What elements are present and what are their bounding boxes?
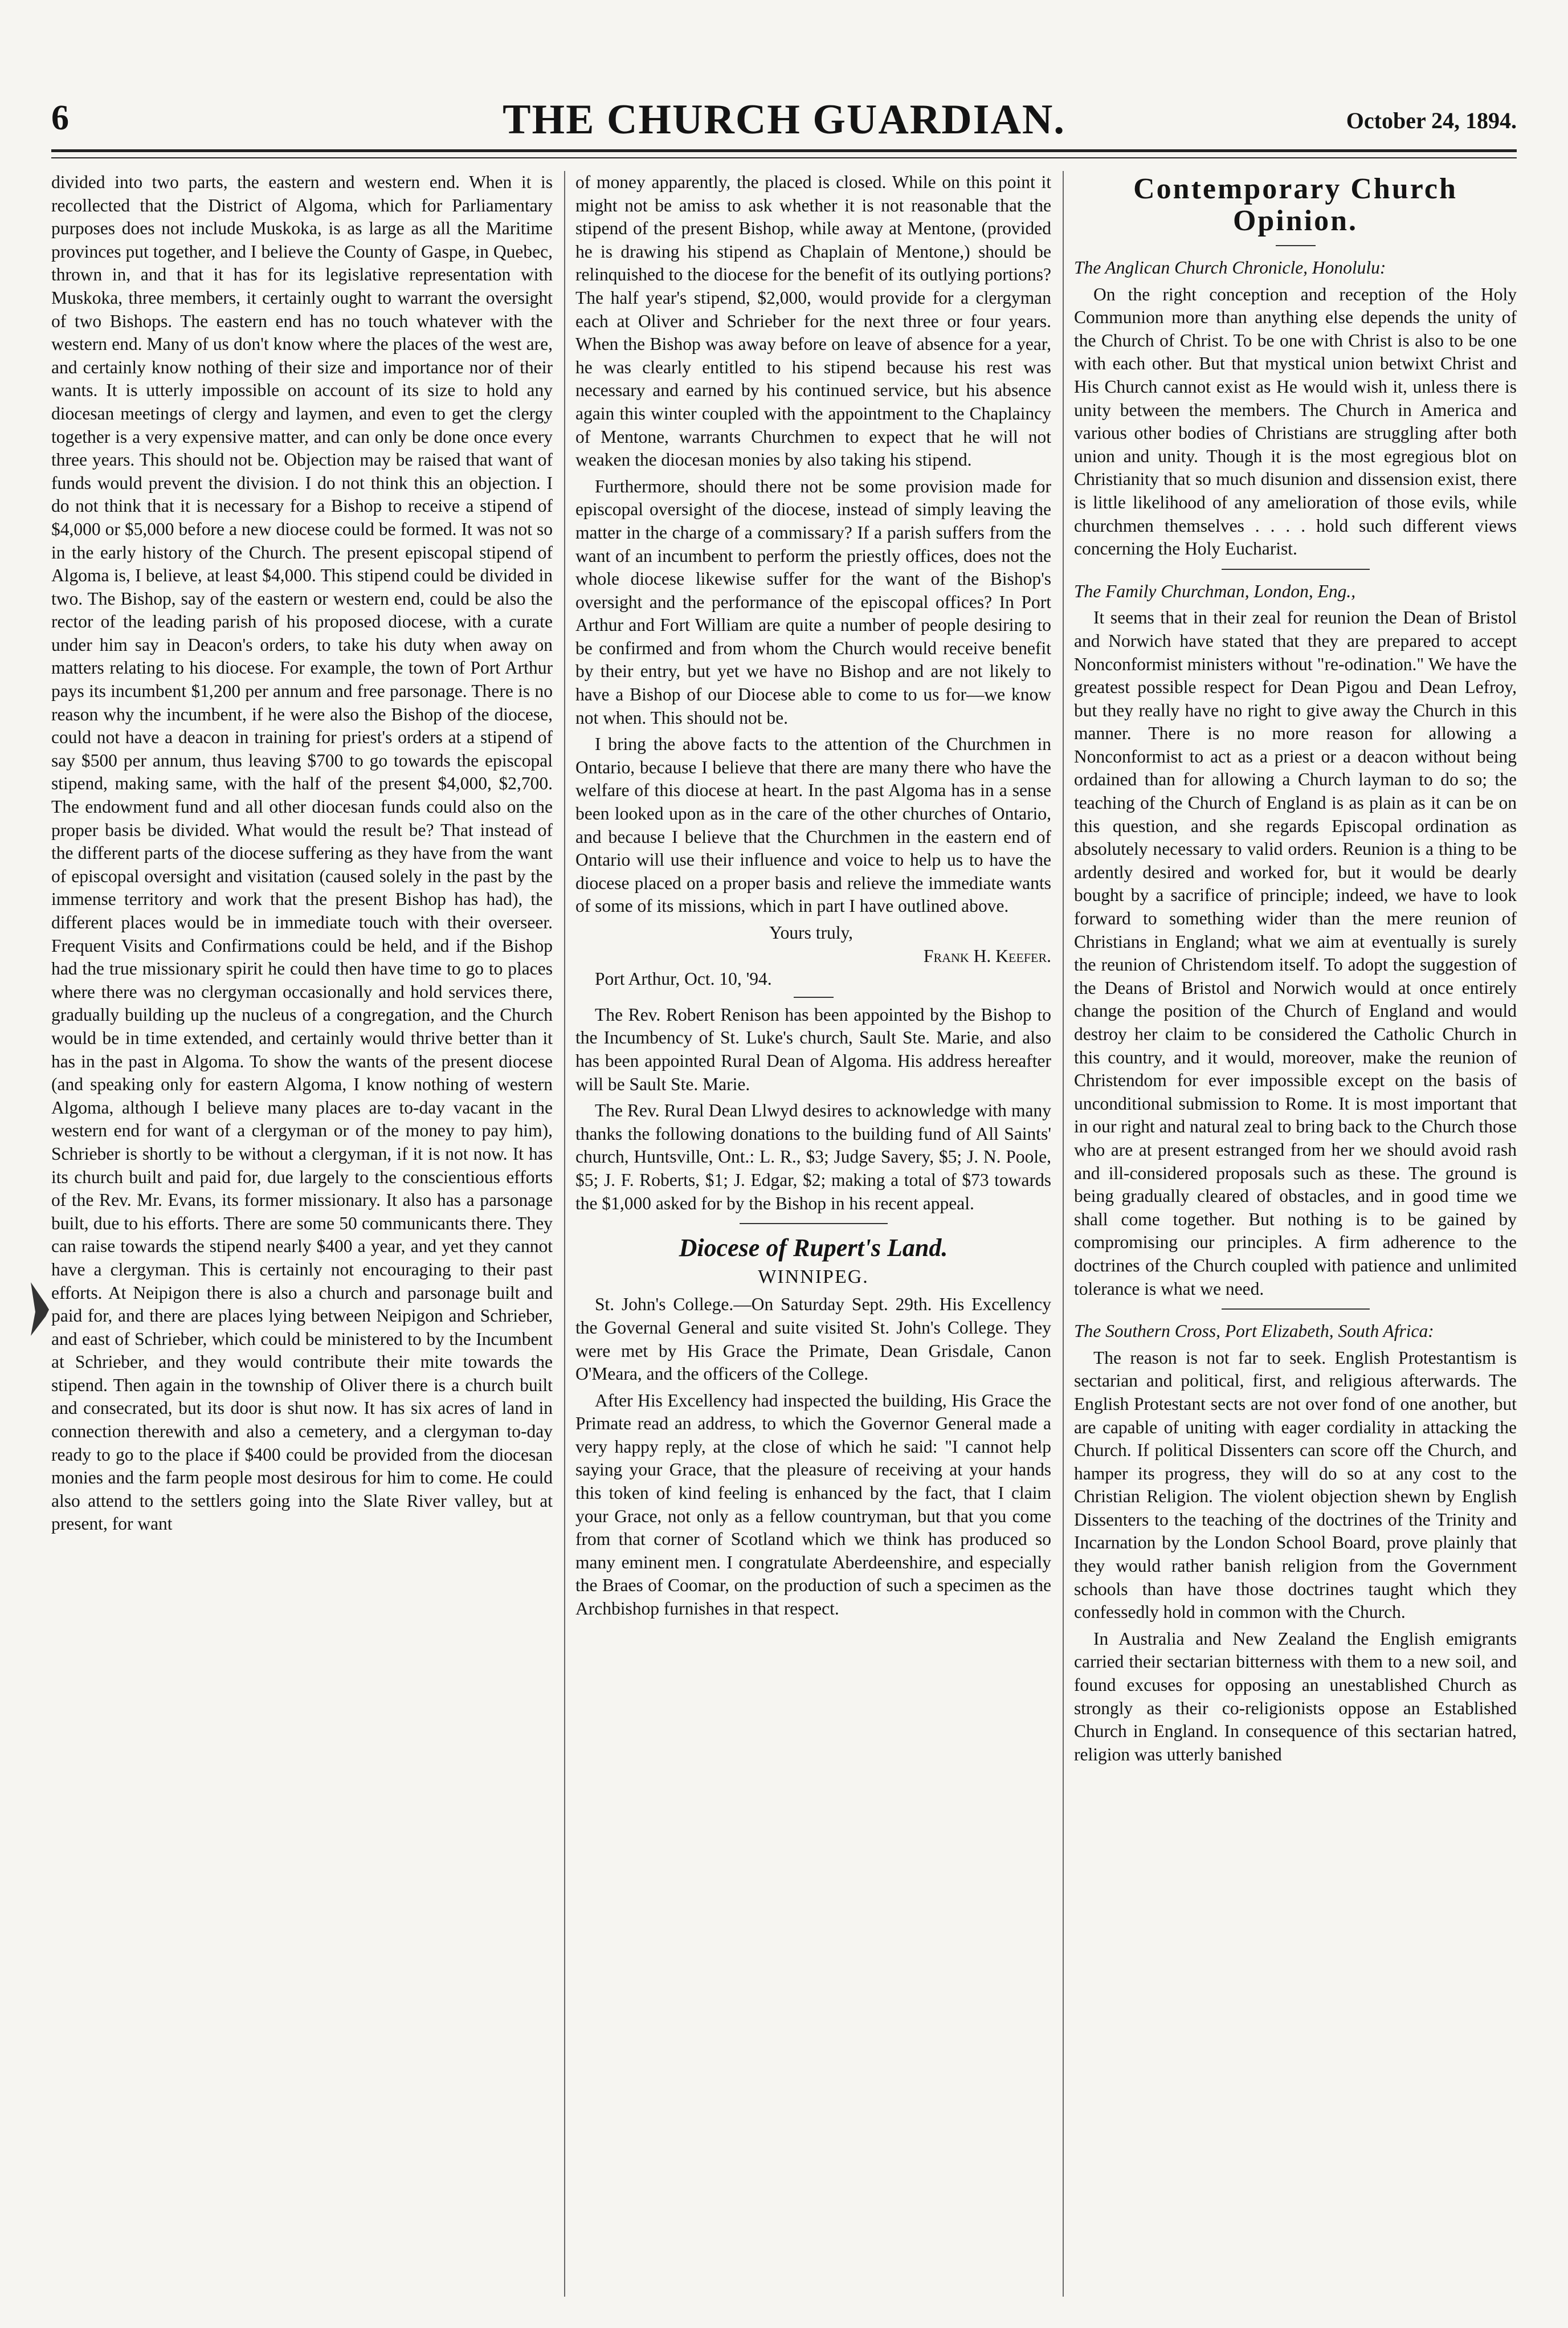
column-1: [51, 171, 553, 2297]
diocese-heading: Diocese of Rupert's Land.: [679, 1234, 948, 1262]
issue-date: October 24, 1894.: [1346, 108, 1517, 133]
column-3: [1074, 171, 1517, 2297]
divider: [1222, 1308, 1370, 1310]
news-item: St. John's College.—On Saturday Sept. 29th. His Excellency the Governal General and suite visited St. John's College. They were met by His Grace the Primate, Dean Grisdale, Canon O'Meara, and the officers of the College.: [575, 1294, 1051, 1384]
masthead: [51, 96, 1517, 147]
divider: [1276, 245, 1316, 246]
masthead-rule-thin: [51, 157, 1517, 158]
pointing-hand-icon: [28, 1277, 51, 1339]
letter-signature: Frank H. Keefer.: [923, 945, 1051, 966]
divider: [1222, 569, 1370, 570]
page-number: 6: [51, 99, 69, 137]
news-item: The Rev. Rural Dean Llwyd desires to acknowledge with many thanks the following donations to the building fund of All Saints' church, Huntsville, Ont.: L. R., $3; Judge Savery, $5; J. N. Poole, $5; J. F. Roberts, $1; J. Edgar, $2; making a total of $73 towards the $1,000 asked for by the Bishop in his recent appeal.: [575, 1100, 1051, 1213]
news-item: The Rev. Robert Renison has been appointed by the Bishop to the Incumbency of St. Luke's church, Sault Ste. Marie, and also has been appointed Rural Dean of Algoma. His address hereafter will be Sault Ste. Marie.: [575, 1004, 1051, 1094]
source-attribution: The Anglican Church Chronicle, Honolulu:: [1074, 258, 1386, 278]
quoted-text: On the right conception and reception of the Holy Communion more than anything else depends the unity of the Church of Christ. To be one with Christ is also to be one with each other. But that mystical union betwixt Christ and His Church cannot exist as He would wish it, unless there is unity between the members. The Church in America and various other bodies of Christians are struggling after both union and unity. Though it is the most egregious blot on Christianity that so much disunion and dissension exist, there is little likelihood of any amelioration of those evils, while churchmen themselves . . . . hold such different views concerning the Holy Eucharist.: [1074, 284, 1517, 559]
source-attribution: The Southern Cross, Port Elizabeth, South Africa:: [1074, 1321, 1434, 1342]
column-2: [575, 171, 1051, 2297]
article-text: I bring the above facts to the attention of the Churchmen in Ontario, because I believe that there are many there who have the welfare of this diocese at heart. In the past Algoma has in a sense been looked upon as in the care of the other churches of Ontario, and because I believe that the Churchmen in the eastern end of Ontario will use their influence and voice to help us to have the diocese placed on a proper basis and relieve the immediate wants of some of its missions, which in part I have outlined above.: [575, 734, 1051, 916]
news-item: After His Excellency had inspected the building, His Grace the Primate read an address, to which the Governor General made a very happy reply, at the close of which he said: "I cannot help saying your Grace, that the pleasure of receiving at your hands this token of kind feeling is enhanced by the fact, that I claim your Grace, not only as a fellow countryman, but that you come from that corner of Scotland which we think has produced so many eminent men. I congratulate Aberdeenshire, and especially the Braes of Coomar, on the production of such a specimen as the Archbishop furnishes in that respect.: [575, 1390, 1051, 1619]
column-divider: [564, 171, 565, 2297]
divider: [740, 1223, 888, 1224]
article-text: divided into two parts, the eastern and western end. When it is recollected that the District of Algoma, which for Parliamentary purposes does not include Muskoka, is as large as all the Maritime provinces put together, and I believe the County of Gaspe, in Quebec, thrown in, and that it has for its legislative representation with Muskoka, three members, it certainly ought to warrant the oversight of two Bishops. The eastern end has no touch whatever with the western end. Many of us don't know where the places of the west are, and certainly know nothing of their size and importance nor of their wants. It is utterly impossible on account of its size to hold any diocesan meetings of clergy and laymen, and even to get the clergy together is a very expensive matter, and can only be done once every three years. This should not be. Objection may be raised that want of funds would prevent the division. I do not think this an objection. I do not think that it is necessary for a Bishop to receive a stipend of $4,000 or $5,000 before a new diocese could be formed. It was not so in the early history of the Church. The present episcopal stipend of Algoma is, I believe, at least $4,000. This stipend could be divided in two. The Bishop, say of the eastern or western end, could be also the rector of the leading parish of his proposed diocese, with a curate under him say in Deacon's orders, to take his duty when away on matters relating to his diocese. For example, the town of Port Arthur pays its incumbent $1,200 per annum and free parsonage. There is no reason why the incumbent, if he were also the Bishop of the diocese, could not have a deacon in training for priest's orders at a stipend of say $500 per annum, thus leaving $700 to go towards the episcopal stipend, making same, with the half of the present $4,000, $2,700. The endowment fund and all other diocesan funds could also on the proper basis be divided. What would the result be? That instead of the different parts of the diocese suffering as they have from the want of episcopal oversight and visitation (caused solely in the past by the immense territory and work that the present Bishop has had), the different places would be in immediate touch with their overseer. Frequent Visits and Confirmations could be held, and if the Bishop had the true missionary spirit he could then have time to go to places where there was no clergyman occasionally and hold services there, gradually building up the nucleus of a congregation, and the Church would be in time extended, and certainly would thrive better than it has in the past in Algoma. To show the wants of the present diocese (and speaking only for eastern Algoma, I know nothing of western Algoma, although I believe many places are to-day vacant in the western end for want of a clergyman or of the money to pay him), Schrieber is shortly to be without a clergyman, if it is not now. It has its church built and paid for, due largely to the conscientious efforts of the Rev. Mr. Evans, its former missionary. It also has a parsonage built, due to his efforts. There are some 50 communicants there. They can raise towards the stipend nearly $400 a year, and yet they cannot have a clergyman. This is certainly not encouraging to their past efforts. At Neipigon there is also a church and parsonage built and paid for, and there are places lying between Neipigon and Schrieber, and east of Schrieber, which could be ministered to by the Incumbent at Schrieber, and they would contribute their mite towards the stipend. Then again in the township of Oliver there is a church built and consecrated, but its door is shut now. It has six acres of land in connection therewith and also a cemetery, and a clergyman to-day ready to go to the place if $400 could be provided from the diocesan monies and the farm people most desirous for him to come. He could also attend to the settlers going into the Slate River valley, but at present, for want: [51, 172, 553, 1534]
quoted-text: It seems that in their zeal for reunion the Dean of Bristol and Norwich have stated that they are prepared to accept Nonconformist ministers without "re-odination." We have the greatest possible respect for Dean Pigou and Dean Lefroy, but they really have no right to give away the Church in this manner. There is no more reason for allowing a Nonconformist to act as a priest or a deacon without being ordained than for allowing a Church layman to do so; the teaching of the Church of England is as plain as it can be on this question, and she regards Episcopal ordination as absolutely necessary to valid orders. Reunion is a thing to be ardently desired and worked for, but it would be dearly bought by a sacrifice of principle; indeed, we have to look forward to something wider than the mere reunion of Christians in England; what we aim at eventually is surely the reunion of Christendom itself. To adopt the suggestion of the Deans of Bristol and Norwich would at once entirely change the position of the Church of England and would destroy her claim to be considered the Catholic Church in this country, and it would, moreover, make the reunion of Christendom for ever impossible except on the basis of unconditional submission to Rome. It is most important that in our right and natural zeal to bring back to the Church those who are at present estranged from her we should avoid rash and ill-considered proposals such as these. The ground is being gradually cleared of obstacles, and in good time we shall come together. But nothing is to be gained by compromising our principles. A firm adherence to the doctrines of the Church coupled with patience and unlimited tolerance is what we need.: [1074, 608, 1517, 1299]
letter-dateline: Port Arthur, Oct. 10, '94.: [595, 969, 772, 989]
newspaper-title: THE CHURCH GUARDIAN.: [503, 96, 1065, 143]
column-divider: [1063, 171, 1064, 2297]
section-heading: Contemporary Church Opinion.: [1133, 173, 1457, 237]
source-attribution: The Family Churchman, London, Eng.,: [1074, 581, 1356, 601]
quoted-text: The reason is not far to seek. English Protestantism is sectarian and political, first, and religious afterwards. The English Protestant sects are not over fond of one another, but are capable of uniting with eager cordiality in attacking the Church. If political Dissenters can score off the Church, and hamper its progress, they will do so at any cost to the Christian Religion. The violent objection shewn by English Dissenters to the teaching of the doctrines of the Trinity and Incarnation by the London School Board, prove plainly that they would rather banish religion from the Government schools than have those doctrines taught which they confessedly hold in common with the Church.: [1074, 1347, 1517, 1622]
divider: [794, 997, 834, 998]
letter-signoff: Yours truly,: [769, 923, 854, 943]
article-text: of money apparently, the placed is closed. While on this point it might not be amiss to ask whether it is not reasonable that the stipend of the present Bishop, while away at Mentone, (provided he is drawing his stipend as Chaplain of Mentone,) should be relinquished to the diocese for the benefit of its outlying portions? The half year's stipend, $2,000, would provide for a clergyman each at Oliver and Schrieber for the next three or four years. When the Bishop was away before on leave of absence for a year, he was clearly entitled to his stipend because his rest was necessary and earned by his continued service, but his absence again this winter coupled with the appointment to the Chaplaincy of Mentone, warrants Churchmen to expect that he will not weaken the diocesan monies by also taking his stipend.: [575, 172, 1051, 470]
article-text: Furthermore, should there not be some provision made for episcopal oversight of the diocese, instead of simply leaving the matter in the charge of a commissary? If a parish suffers from the want of an incumbent to perform the priestly offices, does not the whole diocese likewise suffer for the want of the Bishop's oversight and the performance of the episcopal offices? In Port Arthur and Fort William are quite a number of people desiring to be confirmed and from whom the Church would receive benefit by their entry, but yet we have no Bishop and are not likely to have a Bishop of our Diocese able to come to us for—we know not when. This should not be.: [575, 476, 1051, 728]
quoted-text: In Australia and New Zealand the English emigrants carried their sectarian bitterness with them to a new soil, and found excuses for opposing an unestablished Church as strongly as their co-religionists oppose an Established Church in England. In consequence of this sectarian hatred, religion was utterly banished: [1074, 1628, 1517, 1764]
city-heading: WINNIPEG.: [758, 1266, 869, 1287]
masthead-rule: [51, 149, 1517, 152]
